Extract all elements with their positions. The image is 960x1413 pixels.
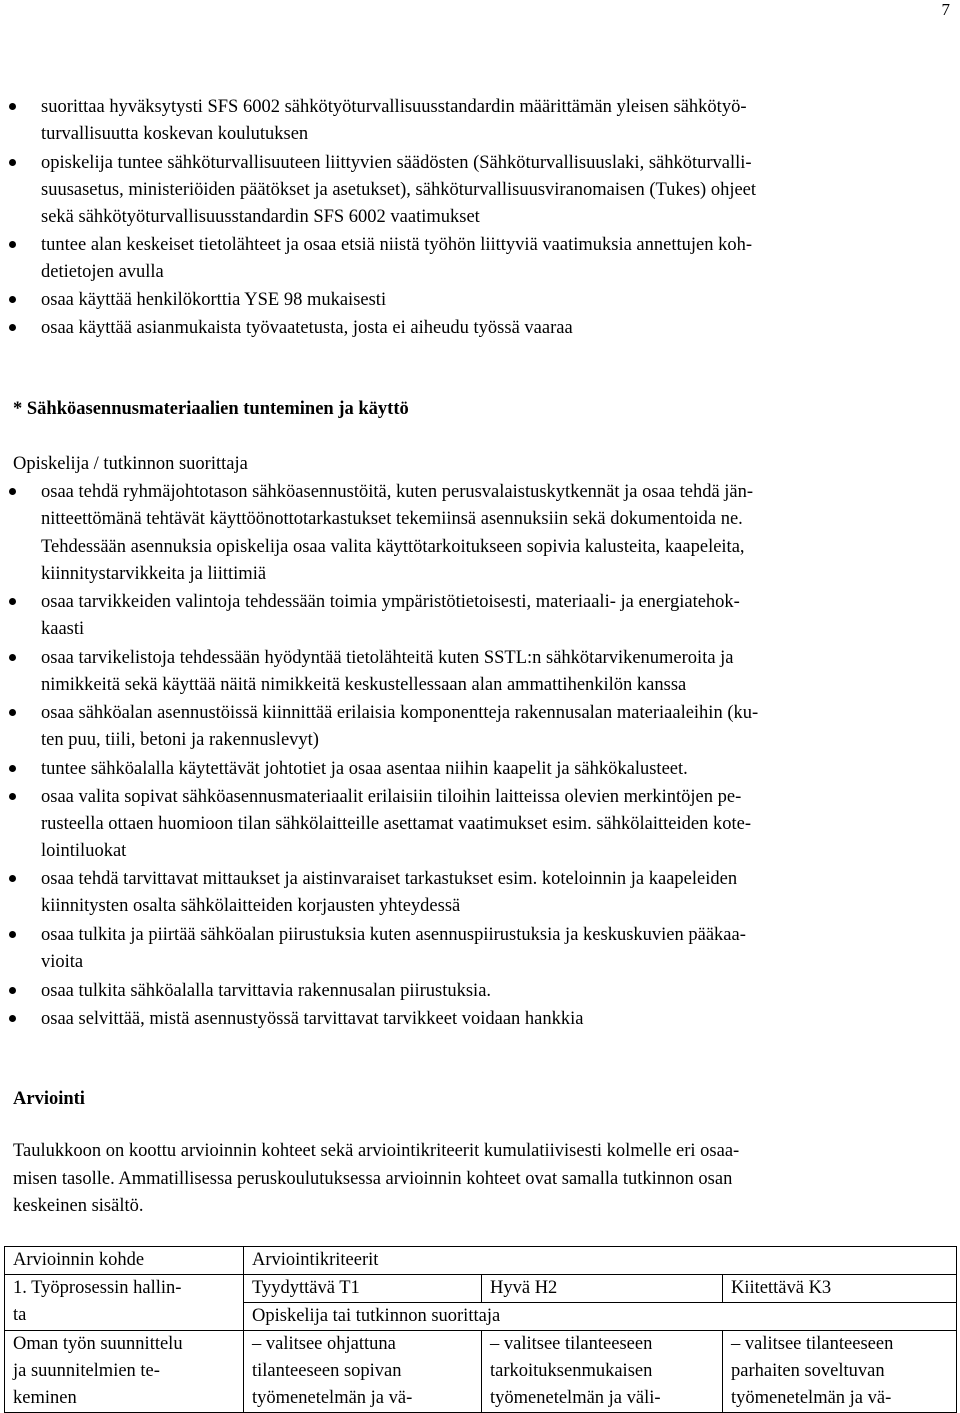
list-item-line: detietojen avulla bbox=[41, 262, 164, 282]
t1-criteria-cell bbox=[244, 1331, 482, 1413]
list-item-line: Tehdessään asennuksia opiskelija osaa valita käyttötarkoitukseen sopivia kalusteita, kaapeleita, bbox=[41, 537, 745, 557]
list-item-line: tuntee sähköalalla käytettävät johtotiet ja osaa asentaa niihin kaapelit ja sähkökalusteet. bbox=[41, 759, 688, 779]
bullet-icon bbox=[9, 159, 16, 166]
section-heading: * Sähköasennusmateriaalien tunteminen ja käyttö bbox=[13, 399, 409, 419]
list-item-line: nitteettömänä tehtävät käyttöönottotarkastukset tekemiinsä asennuksiin sekä dokumentoida ne. bbox=[41, 509, 743, 529]
list-item-line: osaa tehdä tarvittavat mittaukset ja aistinvaraiset tarkastukset esim. koteloinnin ja kaapeleiden bbox=[41, 869, 738, 889]
bullet-icon bbox=[9, 324, 16, 331]
header-cell-target: Arvioinnin kohde bbox=[5, 1247, 244, 1275]
list-item-line: osaa tulkita sähköalalla tarvittavia rakennusalan piirustuksia. bbox=[41, 981, 492, 1001]
bullet-icon bbox=[9, 765, 16, 772]
page-number: 7 bbox=[941, 0, 950, 19]
paragraph-line: misen tasolle. Ammatillisessa peruskoulutuksessa arvioinnin kohteet ovat samalla tutkinnon osan bbox=[13, 1169, 733, 1189]
assessment-table bbox=[4, 1246, 957, 1413]
table-row bbox=[5, 1331, 957, 1413]
list-item-line: osaa valita sopivat sähköasennusmateriaalit erilaisiin tiloihin laitteissa olevien merkintöjen pe- bbox=[41, 787, 742, 807]
cell-line: ja suunnitelmien te- bbox=[13, 1361, 160, 1381]
list-item-line: vioita bbox=[41, 952, 84, 972]
row-title-cell bbox=[5, 1331, 244, 1413]
cell-line: työmenetelmän ja vä- bbox=[731, 1388, 892, 1408]
list-item-line: osaa selvittää, mistä asennustyössä tarvittavat tarvikkeet voidaan hankkia bbox=[41, 1009, 584, 1029]
list-item-line: osaa sähköalan asennustöissä kiinnittää erilaisia komponentteja rakennusalan materiaaleihin (ku- bbox=[41, 703, 759, 723]
list-item-line: ten puu, tiili, betoni ja rakennuslevyt) bbox=[41, 730, 319, 750]
level-t1: Tyydyttävä T1 bbox=[244, 1275, 482, 1303]
list-item-line: turvallisuutta koskevan koulutuksen bbox=[41, 124, 309, 144]
cell-line: ta bbox=[13, 1305, 27, 1325]
k3-criteria-cell bbox=[723, 1331, 957, 1413]
list-item-line: lointiluokat bbox=[41, 841, 127, 861]
table-levels-row bbox=[5, 1275, 957, 1303]
list-item-line: osaa käyttää asianmukaista työvaatetusta, josta ei aiheudu työssä vaaraa bbox=[41, 318, 573, 338]
bullet-icon bbox=[9, 931, 16, 938]
list-item-line: kaasti bbox=[41, 619, 85, 639]
arviointi-heading: Arviointi bbox=[13, 1089, 85, 1109]
bullet-icon bbox=[9, 654, 16, 661]
cell-line: keminen bbox=[13, 1388, 77, 1408]
list-item-line: kiinnitystarvikkeita ja liittimiä bbox=[41, 564, 267, 584]
cell-line: tarkoituksenmukaisen bbox=[490, 1361, 653, 1381]
table-header-row bbox=[5, 1247, 957, 1275]
list-item-line: opiskelija tuntee sähköturvallisuuteen liittyvien säädösten (Sähköturvallisuuslaki, sähköturvalli- bbox=[41, 153, 752, 173]
list-item-line: osaa tehdä ryhmäjohtotason sähköasennustöitä, kuten perusvalaistuskytkennät ja osaa tehdä jän- bbox=[41, 482, 754, 502]
paragraph-line: keskeinen sisältö. bbox=[13, 1196, 144, 1216]
bullet-icon bbox=[9, 709, 16, 716]
bullet-icon bbox=[9, 1015, 16, 1022]
bullet-icon bbox=[9, 793, 16, 800]
list-item-line: tuntee alan keskeiset tietolähteet ja osaa etsiä niistä työhön liittyviä vaatimuksia annettujen koh- bbox=[41, 235, 753, 255]
cell-line: – valitsee tilanteeseen bbox=[731, 1334, 894, 1354]
cell-line: työmenetelmän ja vä- bbox=[252, 1388, 413, 1408]
list-item-line: kiinnitysten osalta sähkölaitteiden korjausten yhteydessä bbox=[41, 896, 461, 916]
cell-line: Oman työn suunnittelu bbox=[13, 1334, 183, 1354]
subject-line: Opiskelija / tutkinnon suorittaja bbox=[13, 454, 248, 474]
list-item-line: rusteella ottaen huomioon tilan sähkölaitteille asettamat vaatimukset esim. sähkölaitteiden kote- bbox=[41, 814, 751, 834]
level-h2: Hyvä H2 bbox=[482, 1275, 723, 1303]
section-title-cell bbox=[5, 1275, 244, 1331]
bullet-icon bbox=[9, 987, 16, 994]
list-item-line: suusasetus, ministeriöiden päätökset ja asetukset), sähköturvallisuusviranomaisen (Tukes) ohjeet bbox=[41, 180, 757, 200]
list-item-line: osaa tarvikkeiden valintoja tehdessään toimia ympäristötietoisesti, materiaali- ja energiatehok- bbox=[41, 592, 740, 612]
cell-line: parhaiten soveltuvan bbox=[731, 1361, 885, 1381]
list-item-line: sekä sähkötyöturvallisuusstandardin SFS 6002 vaatimukset bbox=[41, 207, 480, 227]
bullet-icon bbox=[9, 488, 16, 495]
paragraph-line: Taulukkoon on koottu arvioinnin kohteet sekä arviointikriteerit kumulatiivisesti kolmelle eri osaa- bbox=[13, 1141, 740, 1161]
cell-line: työmenetelmän ja väli- bbox=[490, 1388, 661, 1408]
cell-line: – valitsee tilanteeseen bbox=[490, 1334, 653, 1354]
list-item-line: osaa tulkita ja piirtää sähköalan piirustuksia kuten asennuspiirustuksia ja keskuskuvien pääkaa- bbox=[41, 925, 746, 945]
cell-line: tilanteeseen sopivan bbox=[252, 1361, 402, 1381]
bullet-icon bbox=[9, 875, 16, 882]
list-item-line: osaa käyttää henkilökorttia YSE 98 mukaisesti bbox=[41, 290, 387, 310]
h2-criteria-cell bbox=[482, 1331, 723, 1413]
cell-line: 1. Työprosessin hallin- bbox=[13, 1278, 182, 1298]
cell-line: – valitsee ohjattuna bbox=[252, 1334, 396, 1354]
bullet-icon bbox=[9, 241, 16, 248]
subject-cell: Opiskelija tai tutkinnon suorittaja bbox=[244, 1303, 957, 1331]
header-cell-criteria: Arviointikriteerit bbox=[244, 1247, 957, 1275]
bullet-icon bbox=[9, 598, 16, 605]
list-item-line: nimikkeitä sekä käyttää näitä nimikkeitä keskustellessaan alan ammattihenkilön kanssa bbox=[41, 675, 687, 695]
level-k3: Kiitettävä K3 bbox=[723, 1275, 957, 1303]
bullet-icon bbox=[9, 296, 16, 303]
list-item-line: suorittaa hyväksytysti SFS 6002 sähkötyöturvallisuusstandardin määrittämän yleisen sähkötyö- bbox=[41, 97, 747, 117]
list-item-line: osaa tarvikelistoja tehdessään hyödyntää tietolähteitä kuten SSTL:n sähkötarvikenumeroita ja bbox=[41, 648, 734, 668]
bullet-icon bbox=[9, 103, 16, 110]
